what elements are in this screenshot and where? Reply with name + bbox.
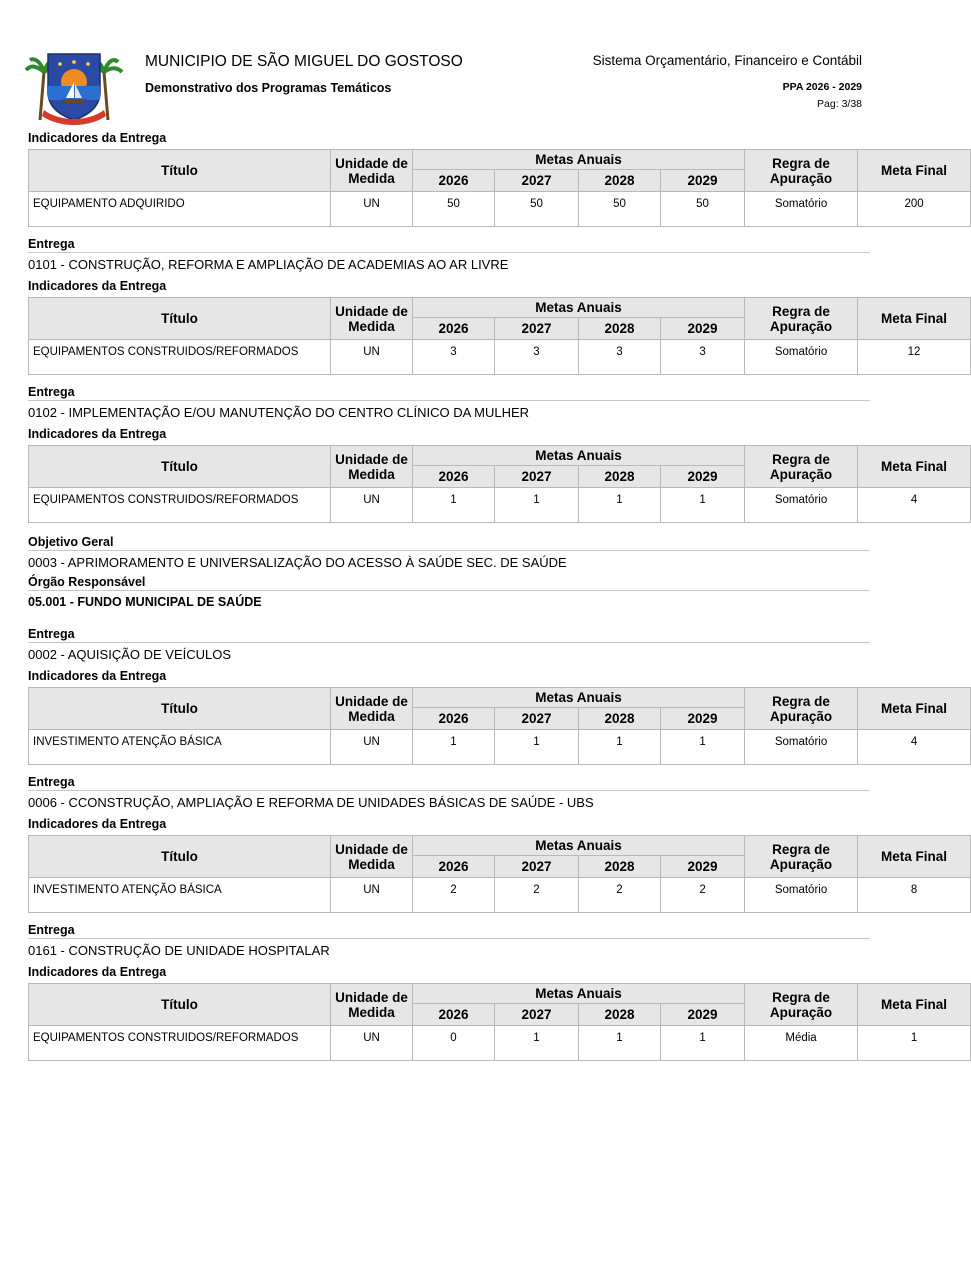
col-header-year: 2028	[579, 466, 661, 488]
page-number: Pag: 3/38	[817, 98, 862, 110]
cell-unidade: UN	[331, 340, 413, 375]
cell-unidade: UN	[331, 878, 413, 913]
cell-regra: Somatório	[745, 488, 858, 523]
cell-regra: Somatório	[745, 878, 858, 913]
col-header-year: 2026	[413, 708, 495, 730]
indicators-heading: Indicadores da Entrega	[28, 427, 167, 441]
col-header-year: 2027	[495, 1004, 579, 1026]
orgao-value: 05.001 - FUNDO MUNICIPAL DE SAÚDE	[28, 595, 262, 609]
col-header-year: 2027	[495, 466, 579, 488]
system-name: Sistema Orçamentário, Financeiro e Contábil	[592, 53, 862, 68]
cell-unidade: UN	[331, 730, 413, 765]
col-header-regra: Regra de Apuração	[745, 688, 858, 730]
cell-meta: 1	[579, 1026, 661, 1061]
cell-meta: 50	[661, 192, 745, 227]
indicators-table	[28, 297, 971, 375]
col-header-titulo: Título	[29, 298, 331, 340]
table-row	[29, 1026, 971, 1061]
col-header-year: 2028	[579, 1004, 661, 1026]
indicators-table	[28, 149, 971, 227]
col-header-metas: Metas Anuais	[413, 150, 745, 170]
cell-meta: 1	[413, 488, 495, 523]
col-header-meta-final: Meta Final	[858, 298, 971, 340]
table-row	[29, 730, 971, 765]
indicators-heading: Indicadores da Entrega	[28, 669, 167, 683]
entrega-heading: Entrega	[28, 765, 870, 791]
cell-meta-final: 4	[858, 488, 971, 523]
report-title: Demonstrativo dos Programas Temáticos	[145, 81, 392, 95]
indicators-table	[28, 687, 971, 765]
cell-meta-final: 1	[858, 1026, 971, 1061]
cell-meta: 1	[661, 730, 745, 765]
cell-regra: Somatório	[745, 192, 858, 227]
orgao-heading: Órgão Responsável	[28, 571, 870, 591]
col-header-metas: Metas Anuais	[413, 298, 745, 318]
col-header-regra: Regra de Apuração	[745, 150, 858, 192]
indicators-heading: Indicadores da Entrega	[28, 817, 167, 831]
cell-regra: Média	[745, 1026, 858, 1061]
col-header-unidade: Unidade de Medida	[331, 298, 413, 340]
col-header-year: 2026	[413, 466, 495, 488]
cell-titulo: EQUIPAMENTOS CONSTRUIDOS/REFORMADOS	[29, 340, 331, 375]
col-header-year: 2027	[495, 170, 579, 192]
col-header-regra: Regra de Apuração	[745, 298, 858, 340]
cell-meta: 2	[413, 878, 495, 913]
cell-meta: 3	[413, 340, 495, 375]
cell-regra: Somatório	[745, 340, 858, 375]
col-header-year: 2027	[495, 318, 579, 340]
col-header-meta-final: Meta Final	[858, 446, 971, 488]
cell-meta: 1	[495, 488, 579, 523]
col-header-meta-final: Meta Final	[858, 836, 971, 878]
col-header-metas: Metas Anuais	[413, 446, 745, 466]
objetivo-heading: Objetivo Geral	[28, 523, 870, 551]
col-header-year: 2029	[661, 856, 745, 878]
cell-meta: 2	[661, 878, 745, 913]
col-header-year: 2026	[413, 856, 495, 878]
objetivo-value: 0003 - APRIMORAMENTO E UNIVERSALIZAÇÃO DO ACESSO À SAÚDE SEC. DE SAÚDE	[28, 555, 567, 570]
col-header-year: 2026	[413, 170, 495, 192]
col-header-meta-final: Meta Final	[858, 688, 971, 730]
col-header-year: 2029	[661, 318, 745, 340]
report-header	[0, 0, 900, 125]
entrega-heading: Entrega	[28, 227, 870, 253]
col-header-year: 2027	[495, 856, 579, 878]
cell-meta: 50	[413, 192, 495, 227]
col-header-titulo: Título	[29, 836, 331, 878]
col-header-year: 2028	[579, 708, 661, 730]
col-header-year: 2029	[661, 708, 745, 730]
report-body	[28, 125, 948, 1061]
cell-meta-final: 12	[858, 340, 971, 375]
col-header-metas: Metas Anuais	[413, 836, 745, 856]
col-header-year: 2029	[661, 466, 745, 488]
cell-meta: 50	[495, 192, 579, 227]
cell-meta: 1	[579, 730, 661, 765]
col-header-titulo: Título	[29, 688, 331, 730]
entrega-value: 0101 - CONSTRUÇÃO, REFORMA E AMPLIAÇÃO DE ACADEMIAS AO AR LIVRE	[28, 257, 509, 272]
col-header-regra: Regra de Apuração	[745, 836, 858, 878]
indicators-heading: Indicadores da Entrega	[28, 965, 167, 979]
cell-titulo: INVESTIMENTO ATENÇÃO BÁSICA	[29, 730, 331, 765]
table-row	[29, 878, 971, 913]
entrega-value: 0102 - IMPLEMENTAÇÃO E/OU MANUTENÇÃO DO CENTRO CLÍNICO DA MULHER	[28, 405, 530, 420]
col-header-unidade: Unidade de Medida	[331, 446, 413, 488]
col-header-year: 2026	[413, 318, 495, 340]
cell-meta: 3	[495, 340, 579, 375]
cell-meta: 0	[413, 1026, 495, 1061]
indicators-table	[28, 983, 971, 1061]
cell-titulo: INVESTIMENTO ATENÇÃO BÁSICA	[29, 878, 331, 913]
entrega-value: 0161 - CONSTRUÇÃO DE UNIDADE HOSPITALAR	[28, 943, 330, 958]
ppa-period: PPA 2026 - 2029	[782, 81, 862, 93]
col-header-metas: Metas Anuais	[413, 984, 745, 1004]
col-header-year: 2029	[661, 1004, 745, 1026]
indicators-heading: Indicadores da Entrega	[28, 279, 167, 293]
cell-titulo: EQUIPAMENTO ADQUIRIDO	[29, 192, 331, 227]
indicators-table	[28, 835, 971, 913]
col-header-unidade: Unidade de Medida	[331, 984, 413, 1026]
col-header-regra: Regra de Apuração	[745, 446, 858, 488]
table-row	[29, 340, 971, 375]
col-header-year: 2027	[495, 708, 579, 730]
cell-meta-final: 4	[858, 730, 971, 765]
col-header-year: 2028	[579, 170, 661, 192]
indicators-table	[28, 445, 971, 523]
col-header-year: 2028	[579, 856, 661, 878]
entrega-heading: Entrega	[28, 913, 870, 939]
col-header-titulo: Título	[29, 446, 331, 488]
cell-meta: 50	[579, 192, 661, 227]
col-header-year: 2028	[579, 318, 661, 340]
col-header-titulo: Título	[29, 150, 331, 192]
cell-unidade: UN	[331, 488, 413, 523]
cell-unidade: UN	[331, 192, 413, 227]
cell-meta: 1	[495, 730, 579, 765]
col-header-year: 2029	[661, 170, 745, 192]
cell-meta: 1	[413, 730, 495, 765]
indicators-heading: Indicadores da Entrega	[28, 131, 167, 145]
entrega-heading: Entrega	[28, 621, 870, 643]
cell-regra: Somatório	[745, 730, 858, 765]
cell-meta: 1	[495, 1026, 579, 1061]
cell-meta: 1	[661, 1026, 745, 1061]
col-header-year: 2026	[413, 1004, 495, 1026]
table-row	[29, 488, 971, 523]
col-header-metas: Metas Anuais	[413, 688, 745, 708]
table-row	[29, 192, 971, 227]
cell-unidade: UN	[331, 1026, 413, 1061]
entrega-value: 0002 - AQUISIÇÃO DE VEÍCULOS	[28, 647, 232, 662]
cell-titulo: EQUIPAMENTOS CONSTRUIDOS/REFORMADOS	[29, 488, 331, 523]
col-header-meta-final: Meta Final	[858, 984, 971, 1026]
col-header-unidade: Unidade de Medida	[331, 688, 413, 730]
cell-meta: 1	[579, 488, 661, 523]
municipal-coat-of-arms-icon	[26, 42, 122, 122]
col-header-meta-final: Meta Final	[858, 150, 971, 192]
cell-meta: 2	[579, 878, 661, 913]
cell-meta-final: 200	[858, 192, 971, 227]
cell-meta: 2	[495, 878, 579, 913]
entrega-value: 0006 - CCONSTRUÇÃO, AMPLIAÇÃO E REFORMA DE UNIDADES BÁSICAS DE SAÚDE - UBS	[28, 795, 594, 810]
cell-titulo: EQUIPAMENTOS CONSTRUIDOS/REFORMADOS	[29, 1026, 331, 1061]
municipality-name: MUNICIPIO DE SÃO MIGUEL DO GOSTOSO	[145, 53, 463, 70]
cell-meta: 1	[661, 488, 745, 523]
entrega-heading: Entrega	[28, 375, 870, 401]
col-header-unidade: Unidade de Medida	[331, 150, 413, 192]
col-header-titulo: Título	[29, 984, 331, 1026]
col-header-unidade: Unidade de Medida	[331, 836, 413, 878]
cell-meta: 3	[579, 340, 661, 375]
cell-meta-final: 8	[858, 878, 971, 913]
col-header-regra: Regra de Apuração	[745, 984, 858, 1026]
cell-meta: 3	[661, 340, 745, 375]
